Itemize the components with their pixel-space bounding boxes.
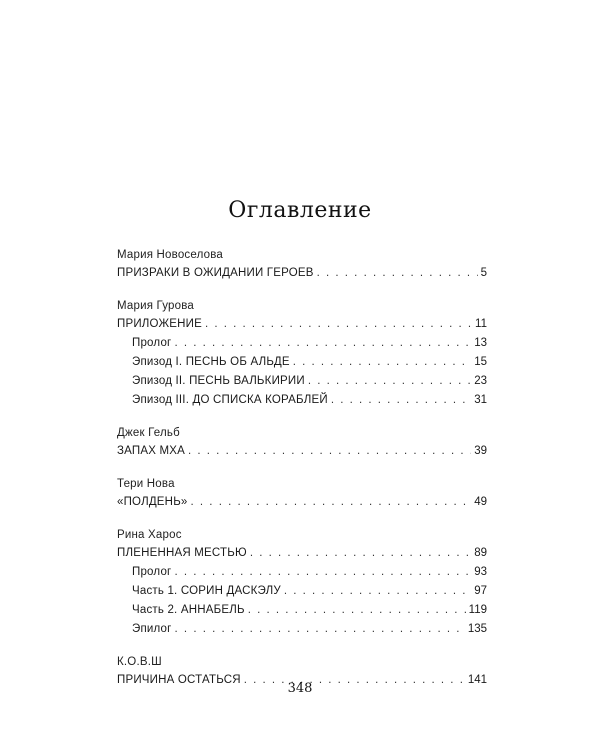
section-spacer [117,639,487,653]
section-spacer [117,461,487,475]
toc-entry-page: 11 [475,318,487,330]
toc-subentry [117,563,487,582]
toc-entry-page: 119 [468,604,487,616]
toc-entry-title: Эпилог [132,623,172,635]
toc-author: Джек Гельб [117,427,180,439]
toc-entry-title: «ПОЛДЕНЬ» [117,496,188,508]
toc-entry-page: 31 [474,394,487,406]
section-spacer [117,512,487,526]
toc-author: Тери Нова [117,478,175,490]
dot-leader [188,442,471,461]
toc-subentry [117,601,487,620]
toc-entry-title: Часть 1. СОРИН ДАСКЭЛУ [132,585,281,597]
toc-entry [117,493,487,512]
toc-entry [117,264,487,283]
toc-entry-title: Пролог [132,337,172,349]
dot-leader [205,315,472,334]
toc-entry-title: Эпизод I. ПЕСНЬ ОБ АЛЬДЕ [132,356,290,368]
toc-subentry [117,372,487,391]
toc-entry [117,315,487,334]
toc-entry-page: 13 [474,337,487,349]
toc-author: Мария Гурова [117,300,194,312]
toc-subentry [117,334,487,353]
dot-leader [191,493,472,512]
toc-subentry [117,391,487,410]
toc-entry-title: ПРИЗРАКИ В ОЖИДАНИИ ГЕРОЕВ [117,267,314,279]
toc-entry-title: Часть 2. АННАБЕЛЬ [132,604,245,616]
toc-author: К.О.В.Ш [117,656,162,668]
toc-entry-title: ПРИЧИНА ОСТАТЬСЯ [117,674,241,686]
toc-author: Рина Харос [117,529,182,541]
toc-entry-page: 39 [474,445,487,457]
toc-entry-title: Эпизод III. ДО СПИСКА КОРАБЛЕЙ [132,394,328,406]
table-of-contents [117,246,487,690]
dot-leader [174,563,471,582]
page-number: 348 [287,681,313,696]
dot-leader [308,372,471,391]
page-title: Оглавление [228,198,372,223]
toc-entry-page: 15 [474,356,487,368]
toc-entry-page: 141 [467,674,487,686]
toc-entry-title: ПЛЕНЕННАЯ МЕСТЬЮ [117,547,247,559]
toc-subentry [117,620,487,639]
dot-leader [293,353,472,372]
dot-leader [250,544,471,563]
section-spacer [117,283,487,297]
toc-subentry [117,582,487,601]
dot-leader [331,391,471,410]
toc-subentry [117,353,487,372]
toc-entry-title: Эпизод II. ПЕСНЬ ВАЛЬКИРИИ [132,375,305,387]
toc-author: Мария Новоселова [117,249,223,261]
toc-entry-page: 23 [474,375,487,387]
toc-entry-title: ЗАПАХ МХА [117,445,186,457]
toc-entry-page: 135 [467,623,487,635]
toc-entry-page: 5 [480,267,487,279]
toc-entry [117,544,487,563]
toc-entry-page: 93 [474,566,487,578]
dot-leader [284,582,471,601]
dot-leader [175,620,465,639]
dot-leader [248,601,466,620]
toc-entry-page: 49 [474,496,487,508]
dot-leader [317,264,478,283]
toc-entry-page: 89 [474,547,487,559]
toc-entry-title: Пролог [132,566,172,578]
toc-entry-title: ПРИЛОЖЕНИЕ [117,318,202,330]
section-spacer [117,410,487,424]
toc-entry [117,442,487,461]
toc-entry-page: 97 [474,585,487,597]
dot-leader [174,334,471,353]
